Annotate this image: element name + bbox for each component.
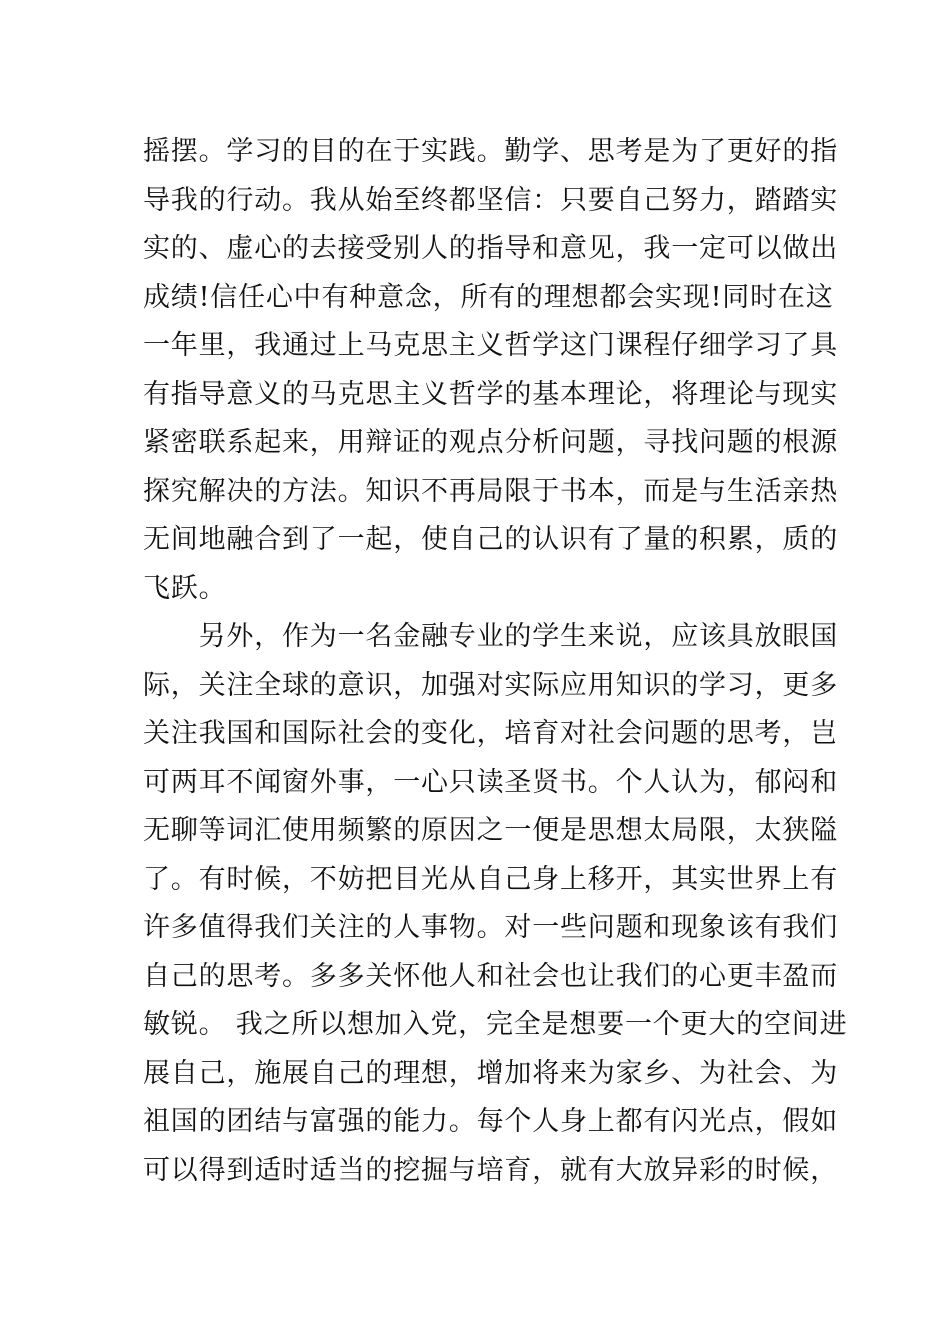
text-line: 了。有时候，不妨把目光从自己身上移开，其实世界上有 <box>143 863 838 895</box>
text-line: 展自己，施展自己的理想，增加将来为家乡、为社会、为 <box>143 1057 838 1089</box>
text-line: 自己的思考。多多关怀他人和社会也让我们的心更丰盈而 <box>143 960 838 992</box>
text-line: 许多值得我们关注的人事物。对一些问题和现象该有我们 <box>143 912 838 943</box>
text-line: 敏锐。 我之所以想加入党，完全是想要一个更大的空间进 <box>143 1009 848 1040</box>
text-line: 飞跃。 <box>143 572 227 604</box>
text-line: 有指导意义的马克思主义哲学的基本理论，将理论与现实 <box>143 378 838 410</box>
text-line: 导我的行动。我从始至终都坚信：只要自己努力，踏踏实 <box>143 184 838 216</box>
text-line: 成绩!信任心中有种意念，所有的理想都会实现!同时在这 <box>143 281 834 313</box>
text-line: 关注我国和国际社会的变化，培育对社会问题的思考，岂 <box>143 718 838 749</box>
text-line: 紧密联系起来，用辩证的观点分析问题，寻找问题的根源 <box>143 427 838 458</box>
text-line: 无间地融合到了一起，使自己的认识有了量的积累，质的 <box>143 524 838 555</box>
text-line: 摇摆。学习的目的在于实践。勤学、思考是为了更好的指 <box>143 136 838 167</box>
text-line: 祖国的团结与富强的能力。每个人身上都有闪光点，假如 <box>143 1106 838 1137</box>
text-line: 际，关注全球的意识，加强对实际应用知识的学习，更多 <box>143 669 838 701</box>
body-text <box>143 128 848 1195</box>
text-line: 实的、虚心的去接受别人的指导和意见，我一定可以做出 <box>143 233 838 264</box>
text-line: 无聊等词汇使用频繁的原因之一便是思想太局限，太狭隘 <box>143 815 838 846</box>
text-line: 探究解决的方法。知识不再局限于书本，而是与生活亲热 <box>143 475 838 507</box>
text-line: 另外，作为一名金融专业的学生来说，应该具放眼国 <box>143 621 838 652</box>
text-line: 可两耳不闻窗外事，一心只读圣贤书。个人认为，郁闷和 <box>143 766 838 798</box>
text-line: 一年里，我通过上马克思主义哲学这门课程仔细学习了具 <box>143 330 838 361</box>
text-line: 可以得到适时适当的挖掘与培育，就有大放异彩的时候， <box>143 1154 838 1186</box>
